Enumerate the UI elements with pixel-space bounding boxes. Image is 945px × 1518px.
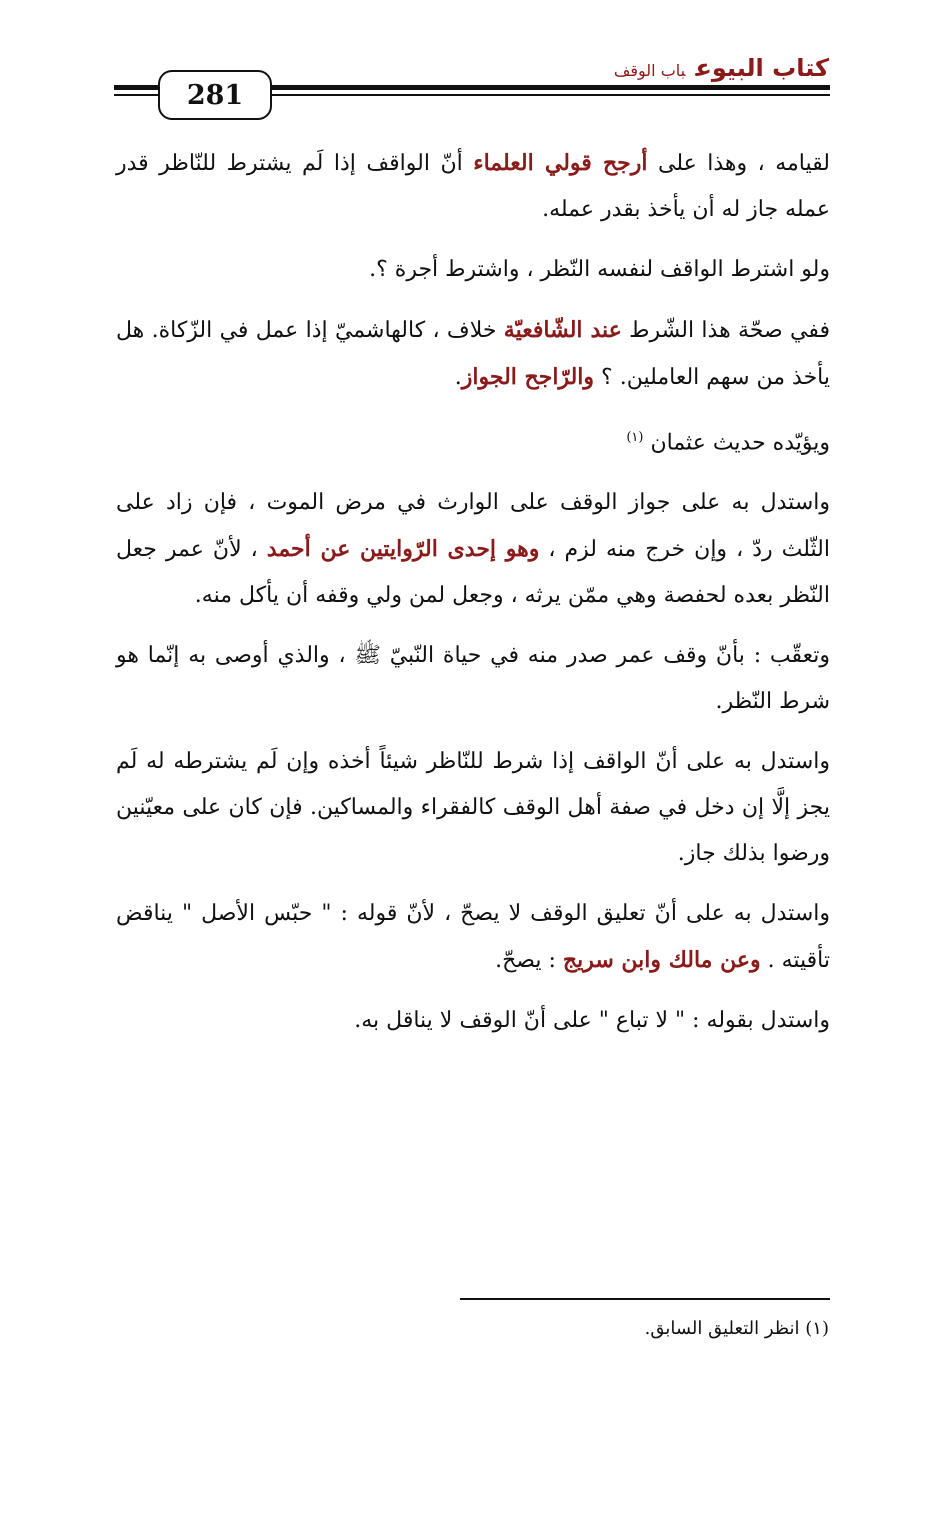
running-title: [614, 54, 829, 82]
highlighted-phrase: أرجح قولي العلماء: [473, 150, 648, 176]
paragraph: [116, 739, 830, 877]
footnote-divider: [460, 1298, 830, 1300]
paragraph: [116, 415, 830, 466]
text-run: واستدل به على أنّ تعليق الوقف لا يصحّ ، لأنّ قوله : " حبّس الأصل " يناقض تأقيته .: [116, 901, 830, 974]
text-run: أنّ الواقف إذا لَم يشترط للنّاظر قدر عمله جاز له أن يأخذ بقدر عمله.: [116, 151, 830, 222]
paragraph: [116, 480, 830, 619]
text-run: لقيامه ، وهذا على: [647, 151, 830, 176]
paragraph: [116, 891, 830, 984]
footnote: (١) انظر التعليق السابق.: [644, 1318, 829, 1339]
paragraph: [116, 140, 830, 233]
paragraph: [116, 247, 830, 293]
text-run: واستدل به على أنّ الواقف إذا شرط للنّاظر شيئاً أخذه وإن لَم يشترطه له لَم يجز إلَّا إن دخل في صفة أهل الوقف كالفقراء والمساكين. فإن كان على معيّنين ورضوا بذلك جاز.: [116, 749, 830, 867]
book-title: كتاب البيوع: [695, 54, 829, 82]
text-run: خلاف ، كالهاشميّ إذا عمل في الزّكاة. هل يأخذ من سهم العاملين. ؟: [116, 318, 830, 390]
text-run: .: [454, 365, 462, 390]
highlighted-phrase: وهو إحدى الرّوايتين عن أحمد: [266, 536, 540, 563]
paragraph: [116, 998, 830, 1044]
footnote-marker: (١): [626, 430, 644, 445]
highlighted-phrase: عند الشّافعيّة: [503, 317, 622, 343]
text-run: ، لأنّ عمر جعل النّظر بعده لحفصة وهي ممّن يرثه ، وجعل لمن ولي وقفه أن يأكل منه.: [116, 537, 830, 609]
text-run: واستدل بقوله : " لا تباع " على أنّ الوقف لا يناقل به.: [354, 1008, 830, 1034]
text-run: ولو اشترط الواقف لنفسه النّظر ، واشترط أجرة ؟.: [369, 257, 830, 282]
text-run: : يصحّ.: [495, 948, 563, 974]
page-header: [0, 40, 945, 120]
chapter-title: باب الوقف: [613, 61, 686, 80]
highlighted-phrase: وعن مالك وابن سريج: [562, 947, 761, 974]
page-body: [116, 140, 830, 1058]
highlighted-phrase: والرّاجح الجواز: [461, 364, 595, 390]
text-run: وتعقّب : بأنّ وقف عمر صدر منه في حياة النّبيّ ﷺ ، والذي أوصى به إنّما هو شرط النّظر.: [116, 643, 830, 715]
paragraph: [116, 633, 830, 725]
paragraph: [116, 307, 830, 401]
text-run: ففي صحّة هذا الشّرط: [621, 318, 830, 343]
text-run: واستدل به على جواز الوقف على الوارث في مرض الموت ، فإن زاد على الثّلث ردّ ، وإن خرج منه لزم ،: [116, 490, 830, 563]
text-run: ويؤيّده حديث عثمان: [643, 430, 830, 456]
page-number: 281: [158, 70, 272, 120]
